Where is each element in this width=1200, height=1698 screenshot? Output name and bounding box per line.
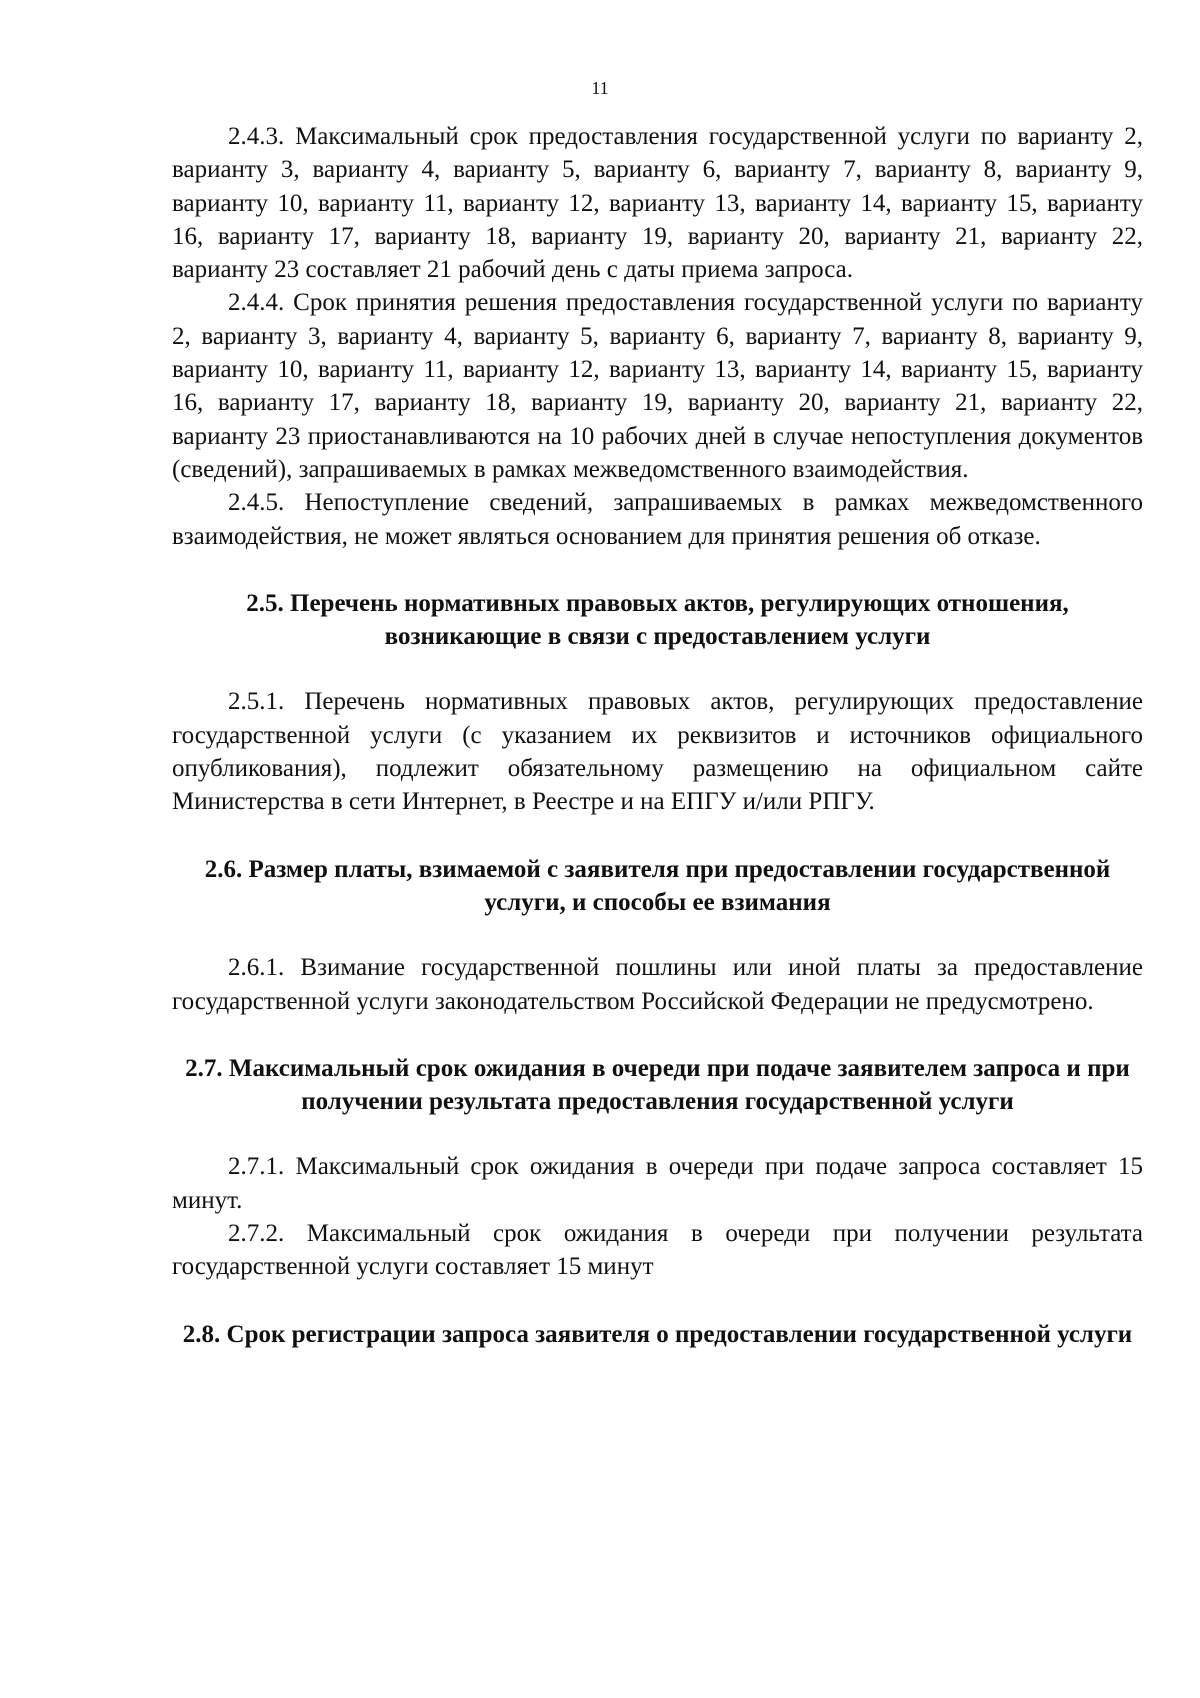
section-heading-2-5: 2.5. Перечень нормативных правовых актов, регулирующих отношения, возникающие в связи с предоставлением услуги	[246, 589, 1069, 651]
paragraph-2-7-2: 2.7.2. Максимальный срок ожидания в очереди при получении результата государственной услуги составляет 15 минут	[172, 1220, 1143, 1281]
section-heading-2-6: 2.6. Размер платы, взимаемой с заявителя при предоставлении государственной услуги, и способы ее взимания	[204, 855, 1111, 916]
paragraph-2-7-1: 2.7.1. Максимальный срок ожидания в очереди при подаче запроса составляет 15 минут.	[172, 1153, 1143, 1214]
page-content	[172, 120, 1143, 1351]
page-number: 11	[591, 78, 609, 98]
paragraph-2-4-5: 2.4.5. Непоступление сведений, запрашиваемых в рамках межведомственного взаимодействия, не может являться основанием для принятия решения об отказе.	[172, 489, 1143, 550]
paragraph-2-5-1: 2.5.1. Перечень нормативных правовых актов, регулирующих предоставление государственной услуги (с указанием их реквизитов и источников официального опубликования), подлежит обязательному размещению на официальном сайте Министерства в сети Интернет, в Реестре и на ЕПГУ и/или РПГУ.	[172, 688, 1143, 816]
section-heading-2-7: 2.7. Максимальный срок ожидания в очереди при подаче заявителем запроса и при получении результата предоставления государственной услуги	[185, 1054, 1130, 1116]
paragraph-2-6-1: 2.6.1. Взимание государственной пошлины или иной платы за предоставление государственной услуги законодательством Российской Федерации не предусмотрено.	[172, 954, 1143, 1015]
paragraph-2-4-4: 2.4.4. Срок принятия решения предоставления государственной услуги по варианту 2, варианту 3, варианту 4, варианту 5, варианту 6, варианту 7, варианту 8, варианту 9, варианту 10, варианту 11, варианту 12, варианту 13, варианту 14, варианту 15, варианту 16, варианту 17, варианту 18, варианту 19, варианту 20, варианту 21, варианту 22, варианту 23 приостанавливаются на 10 рабочих дней в случае непоступления документов (сведений), запрашиваемых в рамках межведомственного взаимодействия.	[172, 289, 1143, 483]
paragraph-2-4-3: 2.4.3. Максимальный срок предоставления государственной услуги по варианту 2, варианту 3, варианту 4, варианту 5, варианту 6, варианту 7, варианту 8, варианту 9, варианту 10, варианту 11, варианту 12, варианту 13, варианту 14, варианту 15, варианту 16, варианту 17, варианту 18, варианту 19, варианту 20, варианту 21, варианту 22, варианту 23 составляет 21 рабочий день с даты приема запроса.	[172, 123, 1143, 284]
section-heading-2-8: 2.8. Срок регистрации запроса заявителя о предоставлении государственной услуги	[182, 1320, 1133, 1348]
